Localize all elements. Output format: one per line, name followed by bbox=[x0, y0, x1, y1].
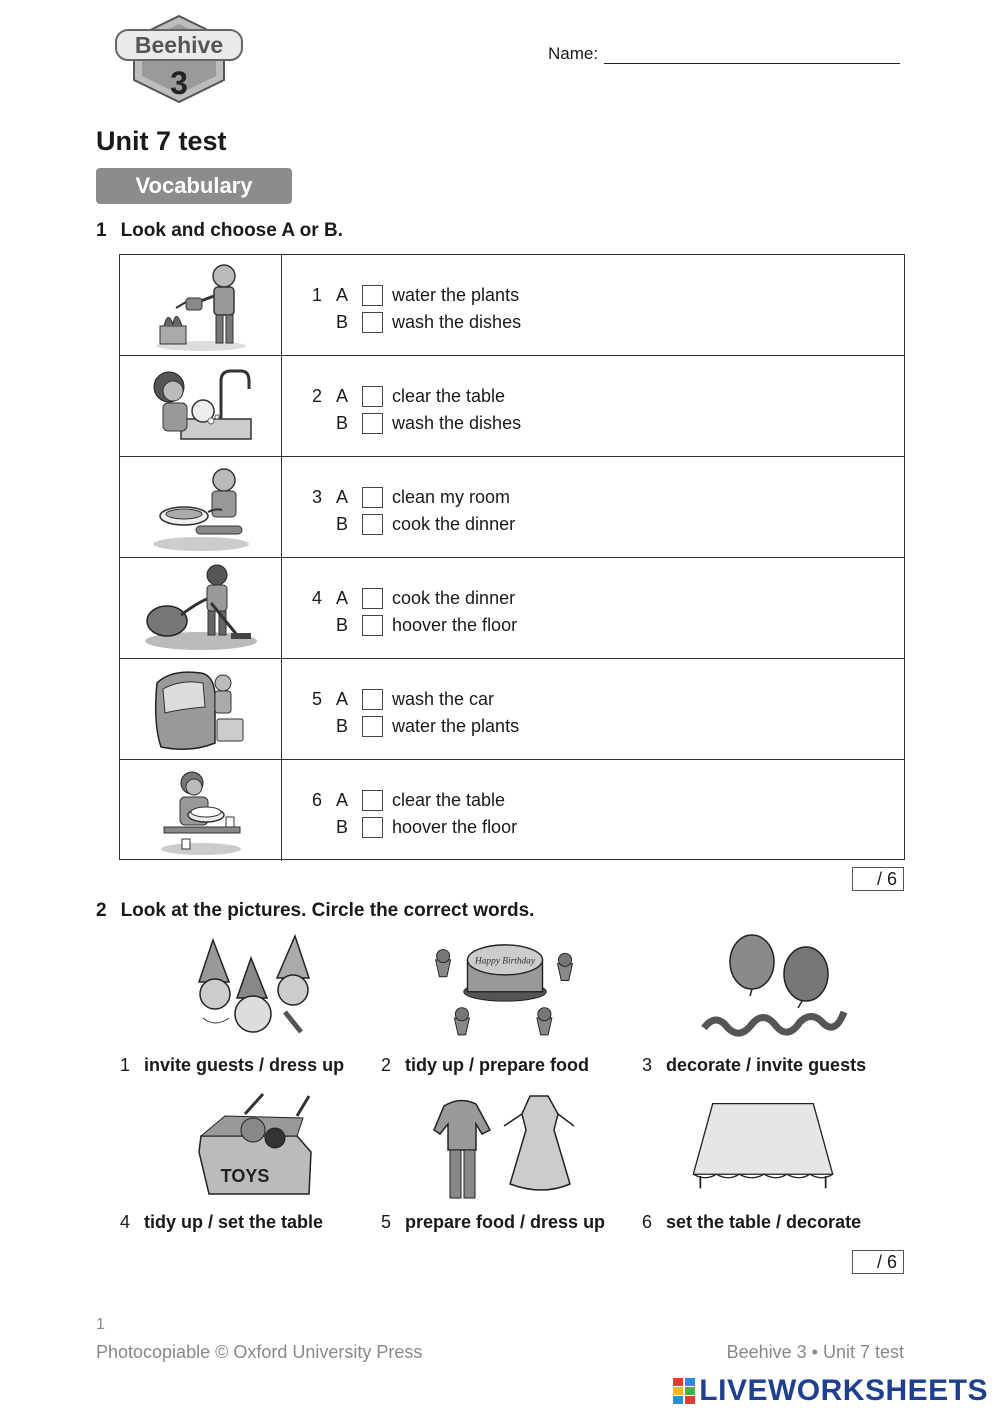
option-letter: A bbox=[336, 487, 349, 507]
name-input-line[interactable] bbox=[604, 46, 900, 64]
page-number: 1 bbox=[96, 1316, 105, 1333]
toy-box-icon bbox=[185, 1090, 325, 1202]
table-row bbox=[120, 356, 904, 457]
exercise2-item bbox=[642, 1055, 866, 1076]
word-choices[interactable]: invite guests / dress up bbox=[144, 1055, 345, 1075]
exercise-number: 1 bbox=[96, 220, 107, 241]
exercise2-item bbox=[381, 1055, 589, 1076]
option-text: clear the table bbox=[392, 386, 506, 406]
item-number: 3 bbox=[312, 487, 323, 507]
option-checkbox[interactable] bbox=[362, 615, 383, 636]
tablecloth-icon bbox=[688, 1090, 838, 1202]
svg-text:3: 3 bbox=[170, 65, 188, 101]
exercise2-item bbox=[642, 1212, 861, 1233]
option-checkbox[interactable] bbox=[362, 790, 383, 811]
svg-text:Beehive: Beehive bbox=[134, 32, 224, 58]
name-field bbox=[548, 44, 900, 64]
option-text: cook the dinner bbox=[392, 588, 516, 608]
option-letter: A bbox=[336, 689, 349, 709]
girl-washing-dishes-icon bbox=[141, 361, 261, 451]
exercise2-item bbox=[120, 1055, 344, 1076]
watermark-text: LIVEWORKSHEETS bbox=[699, 1374, 988, 1407]
option-checkbox[interactable] bbox=[362, 386, 383, 407]
exercise-number: 2 bbox=[96, 900, 107, 921]
option-text: hoover the floor bbox=[392, 817, 518, 837]
option-text: water the plants bbox=[392, 716, 520, 736]
item-number: 5 bbox=[312, 689, 323, 709]
word-choices[interactable]: set the table / decorate bbox=[666, 1212, 862, 1232]
word-choices[interactable]: decorate / invite guests bbox=[666, 1055, 867, 1075]
exercise1-heading bbox=[96, 220, 343, 242]
item-number: 3 bbox=[642, 1055, 653, 1075]
option-letter: B bbox=[336, 716, 349, 736]
exercise-instruction: Look and choose A or B. bbox=[120, 220, 343, 241]
word-choices[interactable]: prepare food / dress up bbox=[405, 1212, 606, 1232]
option-checkbox[interactable] bbox=[362, 514, 383, 535]
option-checkbox[interactable] bbox=[362, 413, 383, 434]
option-checkbox[interactable] bbox=[362, 487, 383, 508]
item-number: 5 bbox=[381, 1212, 392, 1232]
table-row bbox=[120, 558, 904, 659]
balloons-icon bbox=[698, 932, 848, 1044]
exercise2-score-box[interactable]: / 6 bbox=[852, 1250, 904, 1274]
item-number: 2 bbox=[381, 1055, 392, 1075]
option-letter: B bbox=[336, 615, 349, 635]
item-number: 1 bbox=[120, 1055, 131, 1075]
section-label: Vocabulary bbox=[96, 168, 292, 204]
beehive-logo-icon bbox=[112, 12, 247, 104]
item-number: 6 bbox=[642, 1212, 653, 1232]
name-label: Name: bbox=[548, 44, 599, 63]
party-kids-icon bbox=[185, 932, 325, 1044]
book-info-text: Beehive 3 • Unit 7 test bbox=[726, 1342, 904, 1362]
item-number: 6 bbox=[312, 790, 323, 810]
table-row bbox=[120, 659, 904, 760]
svg-text:Happy Birthday: Happy Birthday bbox=[474, 956, 536, 967]
girl-washing-car-icon bbox=[151, 663, 251, 755]
exercise1-score-box[interactable]: / 6 bbox=[852, 867, 904, 891]
word-choices[interactable]: tidy up / set the table bbox=[144, 1212, 324, 1232]
item-number: 4 bbox=[120, 1212, 131, 1232]
svg-text:TOYS: TOYS bbox=[220, 1165, 270, 1186]
exercise-instruction: Look at the pictures. Circle the correct words. bbox=[120, 900, 535, 921]
option-letter: B bbox=[336, 312, 349, 332]
option-letter: B bbox=[336, 817, 349, 837]
boy-cooking-icon bbox=[146, 462, 256, 552]
item-number: 2 bbox=[312, 386, 323, 406]
liveworksheets-logo-icon bbox=[673, 1378, 695, 1404]
table-row bbox=[120, 760, 904, 861]
item-number: 1 bbox=[312, 285, 323, 305]
boy-hoovering-icon bbox=[141, 563, 261, 653]
table-row bbox=[120, 255, 904, 356]
option-text: wash the dishes bbox=[392, 312, 522, 332]
option-checkbox[interactable] bbox=[362, 312, 383, 333]
item-number: 4 bbox=[312, 588, 323, 608]
page-title: Unit 7 test bbox=[96, 126, 227, 156]
option-letter: B bbox=[336, 514, 349, 534]
option-text: water the plants bbox=[392, 285, 520, 305]
option-letter: A bbox=[336, 386, 349, 406]
exercise2-heading bbox=[96, 900, 534, 922]
option-letter: A bbox=[336, 588, 349, 608]
option-text: clean my room bbox=[392, 487, 511, 507]
boy-clearing-table-icon bbox=[156, 765, 246, 857]
word-choices[interactable]: tidy up / prepare food bbox=[405, 1055, 590, 1075]
option-checkbox[interactable] bbox=[362, 689, 383, 710]
option-checkbox[interactable] bbox=[362, 285, 383, 306]
boy-watering-plants-icon bbox=[146, 258, 256, 352]
option-checkbox[interactable] bbox=[362, 716, 383, 737]
option-checkbox[interactable] bbox=[362, 588, 383, 609]
liveworksheets-watermark bbox=[673, 1374, 988, 1408]
copyright-text: Photocopiable © Oxford University Press bbox=[96, 1342, 423, 1362]
option-letter: B bbox=[336, 413, 349, 433]
option-text: wash the car bbox=[392, 689, 495, 709]
option-letter: A bbox=[336, 790, 349, 810]
option-text: clear the table bbox=[392, 790, 506, 810]
exercise2-item bbox=[120, 1212, 323, 1233]
exercise2-item bbox=[381, 1212, 605, 1233]
option-checkbox[interactable] bbox=[362, 817, 383, 838]
birthday-cake-icon bbox=[430, 932, 580, 1044]
exercise1-table bbox=[119, 254, 905, 860]
option-text: hoover the floor bbox=[392, 615, 518, 635]
table-row bbox=[120, 457, 904, 558]
option-text: wash the dishes bbox=[392, 413, 522, 433]
option-letter: A bbox=[336, 285, 349, 305]
option-text: cook the dinner bbox=[392, 514, 516, 534]
clothes-icon bbox=[430, 1090, 580, 1202]
